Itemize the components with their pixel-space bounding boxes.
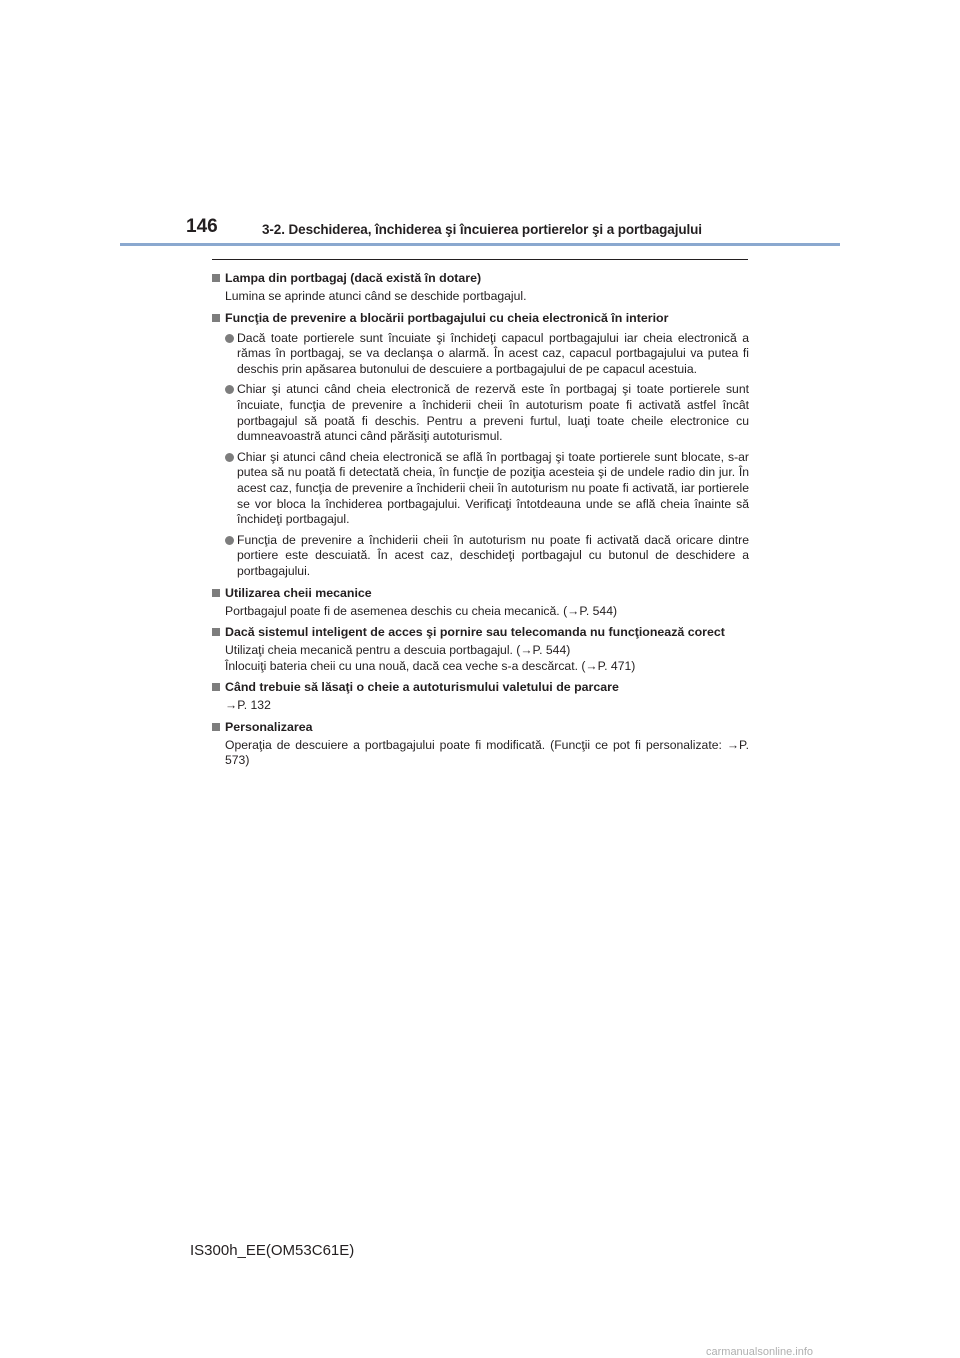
circle-bullet-icon bbox=[225, 536, 234, 545]
content-divider bbox=[212, 259, 748, 260]
bullet-item: Chiar şi atunci când cheia electronică se află în portbagaj şi toate portierele sunt blocate, s-ar putea să nu poată fi detectată cheia, în funcţie de poziţia acesteia şi de undele radio din jur. În acest caz, funcţia de prevenire a închiderii cheii în autoturism nu poate fi activată, iar portierele se vor bloca la închiderea portbagajului. Verificaţi întotdeauna unde se află cheia înainte să închideţi portbagajul. bbox=[212, 450, 749, 528]
section-title: Lampa din portbagaj (dacă există în dotare) bbox=[212, 270, 749, 286]
section-customization bbox=[212, 719, 749, 769]
section-smart-access-malfunction bbox=[212, 624, 749, 674]
section-trunk-light bbox=[212, 270, 749, 305]
page-header bbox=[0, 0, 960, 260]
section-title: Funcţia de prevenire a blocării portbagajului cu cheia electronică în interior bbox=[212, 310, 749, 326]
bullet-item: Chiar şi atunci când cheia electronică de rezervă este în portbagaj şi toate portierele sunt încuiate, funcţia de prevenire a închiderii cheii în autoturism poate fi activată astfel încât portbagajul să poată fi deschis. Pentru a preveni furtul, luaţi toate cheile electronice cu dumneavoastră atunci când părăsiţi autoturismul. bbox=[212, 382, 749, 444]
section-text: Utilizaţi cheia mecanică pentru a descuia portbagajul. (→P. 544) bbox=[225, 643, 571, 658]
section-text: Operaţia de descuiere a portbagajului poate fi modificată. (Funcţii ce pot fi personalizate: →P. 573) bbox=[225, 737, 749, 768]
bullet-item: Dacă toate portierele sunt încuiate şi închideţi capacul portbagajului iar cheia electronică a rămas în portbagaj, se va declanşa o alarmă. În acest caz, capacul portbagajului va putea fi deschis prin apăsarea butonului de descuiere a portbagajului de pe capacul acestuia. bbox=[212, 331, 749, 378]
section-valet-key bbox=[212, 679, 749, 714]
square-bullet-icon bbox=[212, 723, 220, 731]
section-text: →P. 132 bbox=[225, 698, 271, 713]
section-text: Portbagajul poate fi de asemenea deschis cu cheia mecanică. (→P. 544) bbox=[225, 603, 618, 618]
circle-bullet-icon bbox=[225, 334, 234, 343]
square-bullet-icon bbox=[212, 628, 220, 636]
page-number: 146 bbox=[186, 216, 218, 237]
section-title: Dacă sistemul inteligent de acces şi pornire sau telecomanda nu funcţionează corect bbox=[212, 624, 749, 640]
circle-bullet-icon bbox=[225, 385, 234, 394]
header-divider bbox=[120, 243, 840, 246]
square-bullet-icon bbox=[212, 314, 220, 322]
chapter-title: 3-2. Deschiderea, închiderea şi încuierea portierelor şi a portbagajului bbox=[262, 222, 702, 237]
square-bullet-icon bbox=[212, 589, 220, 597]
section-key-lockin-prevention bbox=[212, 310, 749, 580]
square-bullet-icon bbox=[212, 683, 220, 691]
section-title: Utilizarea cheii mecanice bbox=[212, 585, 749, 601]
section-text: Înlocuiţi bateria cheii cu una nouă, dacă cea veche s-a descărcat. (→P. 471) bbox=[225, 658, 636, 673]
square-bullet-icon bbox=[212, 274, 220, 282]
section-title: Când trebuie să lăsaţi o cheie a autoturismului valetului de parcare bbox=[212, 679, 749, 695]
circle-bullet-icon bbox=[225, 453, 234, 462]
section-mechanical-key bbox=[212, 585, 749, 620]
watermark-link[interactable]: carmanualsonline.info bbox=[706, 1346, 814, 1358]
section-text: Lumina se aprinde atunci când se deschide portbagajul. bbox=[225, 289, 527, 303]
section-title: Personalizarea bbox=[212, 719, 749, 735]
model-code: IS300h_EE(OM53C61E) bbox=[190, 1242, 355, 1259]
bullet-item: Funcţia de prevenire a închiderii cheii în autoturism nu poate fi activată dacă oricare dintre portiere este descuiată. În acest caz, deschideţi portbagajul cu butonul de deschidere a portbagajului. bbox=[212, 533, 749, 580]
page-content bbox=[212, 270, 749, 774]
